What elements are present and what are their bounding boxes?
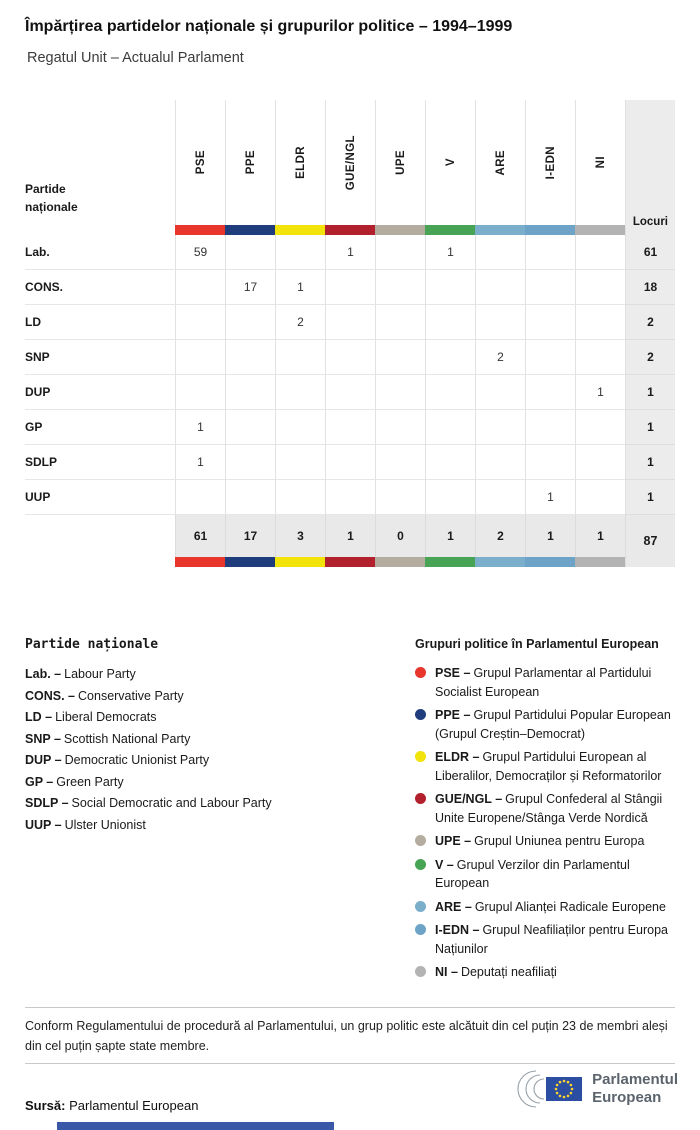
seat-count-cell [425, 340, 475, 375]
party-legend-item [25, 729, 365, 751]
group-full-name: Grupul Alianței Radicale Europene [474, 899, 666, 914]
seat-count-cell [375, 445, 425, 480]
seat-count-cell [425, 270, 475, 305]
group-full-name: Grupul Verzilor din Parlamentul European [435, 857, 630, 890]
seat-count-cell [525, 375, 575, 410]
seat-count-cell [275, 410, 325, 445]
group-total: 1 [425, 515, 475, 557]
row-seats-total: 1 [625, 410, 675, 445]
row-seats-total: 1 [625, 480, 675, 515]
seat-count-cell: 2 [475, 340, 525, 375]
seat-count-cell [575, 480, 625, 515]
seat-count-cell [525, 445, 575, 480]
group-color-bar [275, 225, 325, 235]
seats-table [25, 100, 675, 567]
column-header-label: PPE [244, 150, 257, 175]
seat-count-cell [275, 235, 325, 270]
party-abbr: GP – [25, 774, 54, 789]
column-header-label: ARE [494, 149, 507, 176]
group-color-bar [325, 225, 375, 235]
seat-count-cell [475, 375, 525, 410]
group-color-dot [415, 709, 426, 720]
seat-count-cell [325, 270, 375, 305]
seat-count-cell [575, 270, 625, 305]
group-color-bar-bottom [425, 557, 475, 567]
group-total: 61 [175, 515, 225, 557]
seat-count-cell [325, 445, 375, 480]
group-legend [415, 637, 687, 987]
seat-count-cell: 2 [275, 305, 325, 340]
seat-count-cell: 1 [275, 270, 325, 305]
seat-count-cell [425, 410, 475, 445]
source-label: Sursă: [25, 1098, 66, 1113]
row-seats-total: 2 [625, 305, 675, 340]
seat-count-cell [475, 410, 525, 445]
group-legend-text [435, 706, 687, 743]
column-header-label: PSE [194, 150, 207, 175]
group-full-name: Grupul Confederal al Stângii Unite Europene/Stânga Verde Nordică [435, 792, 663, 825]
group-legend-text [435, 856, 687, 893]
party-name: UUP [25, 480, 175, 515]
seat-count-cell [325, 340, 375, 375]
party-abbr: Lab. – [25, 667, 62, 681]
seat-count-cell [175, 375, 225, 410]
logo-text-line2: European [592, 1089, 662, 1106]
row-seats-total: 1 [625, 375, 675, 410]
column-header-ppe [225, 100, 275, 225]
group-total: 1 [575, 515, 625, 557]
group-abbr: GUE/NGL – [435, 792, 503, 806]
seat-count-cell: 1 [175, 410, 225, 445]
group-legend-text [435, 790, 687, 827]
party-legend-item [25, 750, 365, 772]
group-legend-text [435, 921, 687, 958]
seat-count-cell [575, 340, 625, 375]
seat-count-cell [375, 340, 425, 375]
group-color-bar-bottom [375, 557, 425, 567]
page-title: Împărțirea partidelor naționale și grupurilor politice – 1994–1999 [25, 18, 513, 35]
group-legend-title: Grupuri politice în Parlamentul European [415, 637, 659, 651]
group-full-name: Grupul Partidului European al Liberalilor, Democraților și Reformatorilor [435, 750, 662, 783]
group-abbr: I-EDN – [435, 923, 480, 937]
seat-count-cell [225, 235, 275, 270]
seat-count-cell [425, 445, 475, 480]
group-legend-item [415, 664, 687, 701]
seat-count-cell [575, 445, 625, 480]
column-header-label: ELDR [294, 146, 307, 179]
grand-total-seats: 87 [625, 515, 675, 567]
party-name: GP [25, 410, 175, 445]
column-header-iedn [525, 100, 575, 225]
seat-count-cell [525, 340, 575, 375]
group-color-bar [375, 225, 425, 235]
party-legend-item [25, 707, 365, 729]
party-legend [25, 637, 365, 836]
party-abbr: UUP – [25, 817, 62, 832]
group-color-bar-bottom [225, 557, 275, 567]
group-legend-item [415, 898, 687, 917]
seat-count-cell [525, 235, 575, 270]
seat-count-cell [275, 340, 325, 375]
seat-count-cell [325, 305, 375, 340]
group-full-name: Deputați neafiliați [460, 965, 557, 979]
seat-count-cell [375, 235, 425, 270]
row-header-cell [25, 100, 175, 225]
group-legend-item [415, 832, 687, 851]
seat-count-cell [375, 375, 425, 410]
party-name: CONS. [25, 270, 175, 305]
party-legend-item [25, 772, 365, 794]
party-full-name: Scottish National Party [63, 731, 191, 746]
group-total: 3 [275, 515, 325, 557]
group-color-bar [525, 225, 575, 235]
column-header-label: UPE [394, 150, 407, 175]
column-header-eldr [275, 100, 325, 225]
seat-count-cell [575, 410, 625, 445]
group-full-name: Grupul Parlamentar al Partidului Socialist European [435, 666, 652, 699]
column-header-label: GUE/NGL [344, 134, 357, 191]
seat-count-cell [525, 270, 575, 305]
group-abbr: UPE – [435, 834, 472, 848]
group-legend-text [435, 963, 557, 982]
seat-count-cell: 1 [325, 235, 375, 270]
group-color-dot [415, 966, 426, 977]
seat-count-cell [375, 270, 425, 305]
party-legend-item [25, 686, 365, 708]
group-legend-item [415, 963, 687, 982]
seat-count-cell [375, 480, 425, 515]
eu-parliament-logo [510, 1066, 678, 1112]
seat-count-cell [425, 480, 475, 515]
group-color-bar [225, 225, 275, 235]
seat-count-cell [425, 375, 475, 410]
seat-count-cell [225, 305, 275, 340]
party-name: DUP [25, 375, 175, 410]
seat-count-cell [225, 340, 275, 375]
totals-spacer [25, 515, 175, 557]
party-legend-items [25, 664, 365, 836]
column-header-ni [575, 100, 625, 225]
totals-bar-spacer [25, 557, 175, 567]
party-name: SDLP [25, 445, 175, 480]
seat-count-cell: 1 [525, 480, 575, 515]
column-header-label: NI [594, 156, 607, 169]
row-seats-total: 61 [625, 235, 675, 270]
seat-count-cell [225, 445, 275, 480]
footnote: Conform Regulamentului de procedură al Parlamentului, un grup politic este alcătuit din cel puțin 23 de membri aleși din cel puțin șapte state membre. [25, 1019, 668, 1053]
seat-count-cell [325, 375, 375, 410]
group-legend-item [415, 790, 687, 827]
seat-count-cell: 1 [575, 375, 625, 410]
group-legend-text [435, 664, 687, 701]
seat-count-cell [475, 305, 525, 340]
group-legend-item [415, 706, 687, 743]
group-total: 17 [225, 515, 275, 557]
party-full-name: Labour Party [64, 667, 136, 681]
seat-count-cell [275, 375, 325, 410]
group-color-dot [415, 924, 426, 935]
seat-count-cell [175, 480, 225, 515]
divider-top [25, 1007, 675, 1008]
party-abbr: SNP – [25, 731, 61, 746]
seat-count-cell: 59 [175, 235, 225, 270]
seat-count-cell [425, 305, 475, 340]
group-color-bar [475, 225, 525, 235]
row-seats-total: 1 [625, 445, 675, 480]
seat-count-cell [325, 410, 375, 445]
seat-count-cell [175, 305, 225, 340]
group-color-bar-bottom [575, 557, 625, 567]
seat-count-cell [275, 445, 325, 480]
group-abbr: PSE – [435, 666, 471, 680]
group-legend-text [435, 748, 687, 785]
group-total: 1 [525, 515, 575, 557]
column-header-guengl [325, 100, 375, 225]
seat-count-cell [475, 480, 525, 515]
seat-count-cell [475, 235, 525, 270]
group-abbr: PPE – [435, 708, 471, 722]
source-text: Parlamentul European [69, 1098, 199, 1113]
party-full-name: Liberal Democrats [55, 710, 157, 724]
group-color-bar [175, 225, 225, 235]
seat-count-cell [175, 340, 225, 375]
column-header-pse [175, 100, 225, 225]
header-bar-spacer [25, 225, 175, 235]
group-color-dot [415, 793, 426, 804]
seats-column-label: Locuri [632, 216, 668, 228]
seat-count-cell [575, 305, 625, 340]
seat-count-cell [325, 480, 375, 515]
source-line [25, 1098, 198, 1113]
party-full-name: Conservative Party [78, 688, 184, 703]
seat-count-cell [475, 270, 525, 305]
group-legend-text [435, 832, 644, 851]
party-legend-title: Partide naționale [25, 637, 159, 652]
group-color-bar [575, 225, 625, 235]
seat-count-cell [375, 410, 425, 445]
group-color-dot [415, 751, 426, 762]
party-abbr: CONS. – [25, 688, 76, 703]
party-abbr: LD – [25, 710, 53, 724]
column-header-label: V [444, 158, 457, 167]
logo-text-line1: Parlamentul [592, 1071, 678, 1088]
seat-count-cell: 17 [225, 270, 275, 305]
group-color-bar [425, 225, 475, 235]
group-legend-text [435, 898, 666, 917]
row-seats-total: 18 [625, 270, 675, 305]
group-color-dot [415, 667, 426, 678]
column-header-v [425, 100, 475, 225]
seat-count-cell [525, 305, 575, 340]
group-color-dot [415, 859, 426, 870]
group-abbr: ARE – [435, 899, 472, 914]
seat-count-cell [475, 445, 525, 480]
group-abbr: ELDR – [435, 750, 480, 764]
hemicycle-icon [518, 1071, 544, 1107]
column-header-are [475, 100, 525, 225]
logo-text [592, 1071, 678, 1107]
column-header-upe [375, 100, 425, 225]
group-legend-item [415, 748, 687, 785]
party-abbr: DUP – [25, 753, 62, 767]
seat-count-cell: 1 [175, 445, 225, 480]
footer-accent-bar [57, 1122, 334, 1130]
group-legend-item [415, 921, 687, 958]
seat-count-cell [275, 480, 325, 515]
group-color-bar-bottom [275, 557, 325, 567]
party-legend-item [25, 815, 365, 837]
group-color-bar-bottom [525, 557, 575, 567]
seat-count-cell [225, 375, 275, 410]
eu-parliament-logo-graphic [510, 1066, 586, 1112]
group-color-bar-bottom [325, 557, 375, 567]
group-abbr: V – [435, 857, 454, 872]
column-header-label: I-EDN [544, 145, 557, 180]
seat-count-cell [175, 270, 225, 305]
party-full-name: Social Democratic and Labour Party [71, 796, 272, 810]
party-name: SNP [25, 340, 175, 375]
party-abbr: SDLP – [25, 796, 69, 810]
party-legend-item [25, 664, 365, 686]
group-color-bar-bottom [175, 557, 225, 567]
page-subtitle: Regatul Unit – Actualul Parlament [27, 50, 244, 66]
seat-count-cell [225, 480, 275, 515]
seats-column-header [625, 100, 675, 235]
seat-count-cell [525, 410, 575, 445]
party-name: Lab. [25, 235, 175, 270]
party-name: LD [25, 305, 175, 340]
divider-bottom [25, 1063, 675, 1064]
group-full-name: Grupul Partidului Popular European (Grupul Creștin–Democrat) [435, 708, 671, 741]
seat-count-cell [575, 235, 625, 270]
group-color-dot [415, 901, 426, 912]
group-color-bar-bottom [475, 557, 525, 567]
group-total: 1 [325, 515, 375, 557]
party-full-name: Ulster Unionist [64, 817, 146, 832]
group-abbr: NI – [435, 965, 458, 979]
party-legend-item [25, 793, 365, 815]
seat-count-cell [375, 305, 425, 340]
row-seats-total: 2 [625, 340, 675, 375]
party-full-name: Green Party [56, 774, 124, 789]
group-color-dot [415, 835, 426, 846]
group-total: 0 [375, 515, 425, 557]
group-legend-item [415, 856, 687, 893]
group-legend-items [415, 664, 687, 982]
seat-count-cell: 1 [425, 235, 475, 270]
group-full-name: Grupul Neafiliaților pentru Europa Națiunilor [435, 923, 668, 956]
group-full-name: Grupul Uniunea pentru Europa [474, 834, 645, 848]
seat-count-cell [225, 410, 275, 445]
row-header-label: Partide naționale [25, 181, 78, 215]
party-full-name: Democratic Unionist Party [64, 753, 210, 767]
group-total: 2 [475, 515, 525, 557]
